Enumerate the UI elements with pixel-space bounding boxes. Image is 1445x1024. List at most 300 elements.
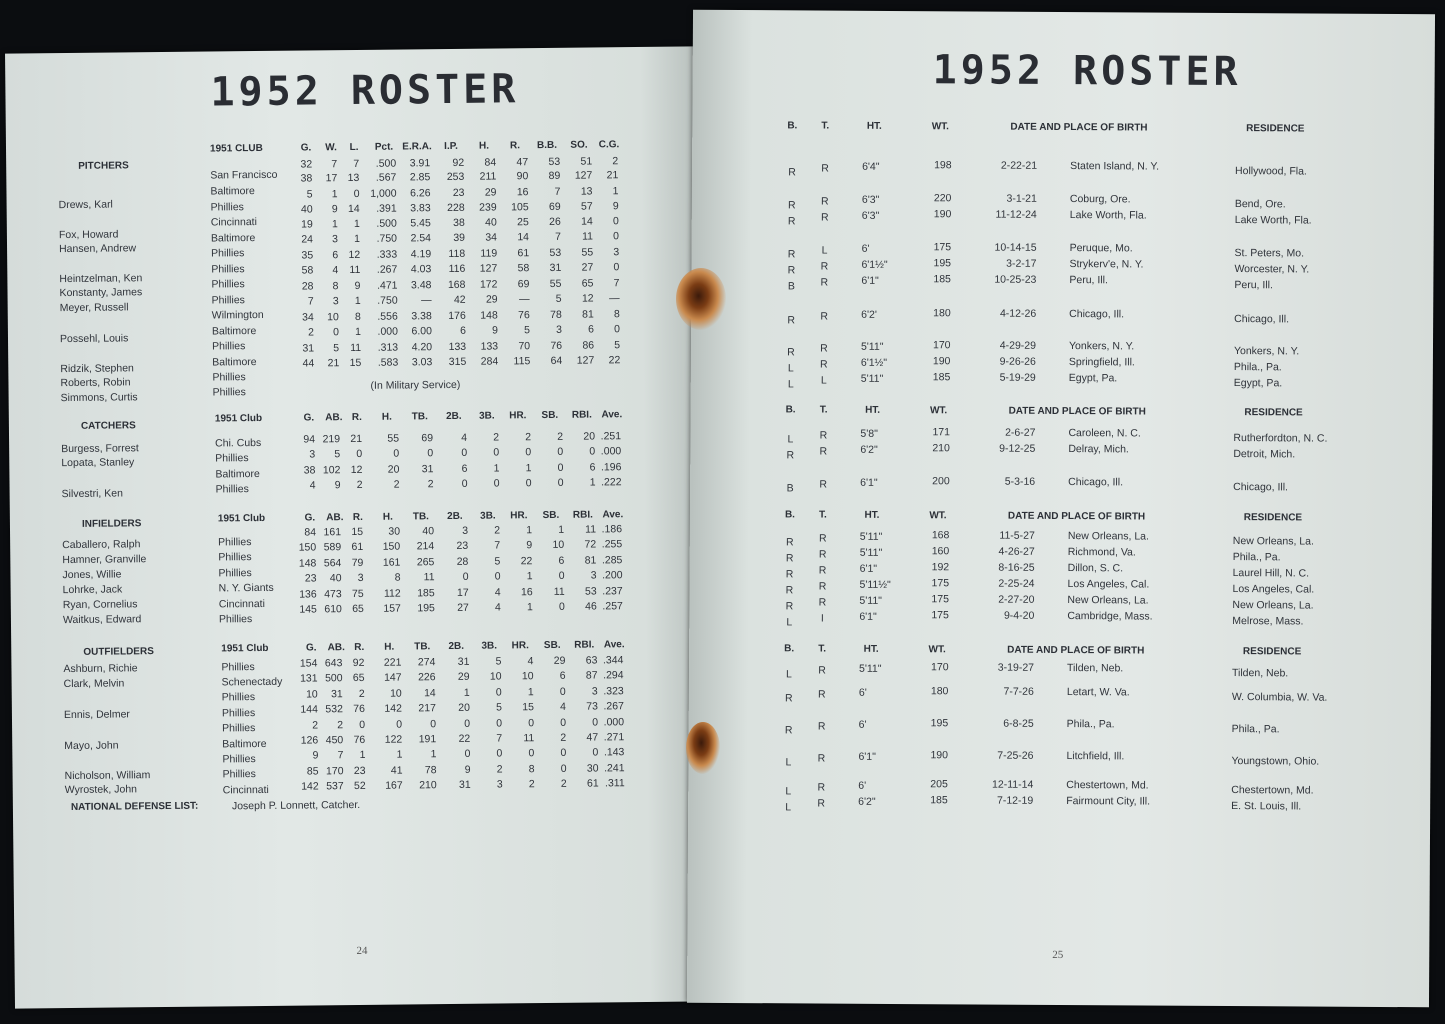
column-header: TB. [412,511,429,523]
stat-cell: 148 [480,309,498,322]
residence-cell: Yonkers, N. Y. [1233,345,1300,358]
column-header: HT. [865,404,881,416]
stat-cell: 40 [300,203,313,216]
birth-place-cell: Staten Island, N. Y. [1070,160,1160,173]
birth-place-cell: Phila., Pa. [1066,718,1115,731]
stat-cell: 2 [525,431,532,444]
column-header: E.R.A. [402,141,432,153]
height-cell: 6' [858,718,867,731]
stat-cell: 1 [430,748,437,761]
stat-cell: 4 [559,700,566,713]
birth-place-cell: Caroleen, N. C. [1068,427,1141,440]
stat-cell: 210 [419,779,437,792]
residence-cell: Chicago, Ill. [1233,481,1289,494]
column-header: 3B. [481,640,498,652]
stat-cell: 157 [383,602,401,615]
column-header: HR. [511,640,529,652]
column-header: AB. [326,512,344,524]
stat-cell: 170 [325,765,344,778]
stat-cell: 2 [427,478,434,491]
stat-cell: 6.26 [410,187,431,200]
stat-cell: 78 [550,308,562,321]
player-name: Lopata, Stanley [61,456,135,470]
bats-cell: B [787,280,795,293]
throws-cell: R [819,429,828,442]
weight-cell: 175 [931,609,949,622]
stat-cell: 148 [298,557,317,570]
column-header: I.P. [444,140,458,153]
column-header: R. [354,641,365,654]
stat-cell: 643 [324,657,343,670]
stat-cell: 2 [560,777,567,790]
stat-cell: 23 [452,186,465,199]
column-header: WT. [929,510,947,522]
residence-cell: Tilden, Neb. [1231,667,1289,680]
stat-cell: 17 [325,172,338,185]
birth-place-cell: New Orleans, La. [1067,530,1149,543]
stat-cell: 0 [496,747,503,760]
stat-cell: 126 [300,734,319,747]
throws-cell: L [821,244,828,257]
stat-cell: 10 [552,538,565,551]
birth-date-cell: 10-25-23 [994,273,1037,286]
stat-cell: .257 [602,600,623,613]
section-label-outfielders: OUTFIELDERS [83,646,154,658]
stat-cell: 6 [589,461,596,474]
stat-cell: 1 [359,748,366,761]
throws-cell: R [818,532,827,545]
stat-cell: 105 [511,201,529,214]
stat-cell: 42 [453,293,466,306]
height-cell: 5'11" [859,530,883,543]
club-cell: Phillies [210,201,244,214]
stat-cell: 0 [493,446,500,459]
stat-cell: 8 [613,308,620,321]
stat-cell: 133 [448,340,467,354]
bats-cell: L [787,378,794,391]
stat-cell: 9 [464,763,471,776]
height-cell: 6' [861,242,870,255]
club-cell: Phillies [218,536,252,549]
column-header: 2B. [448,640,465,653]
stat-cell: 63 [585,654,598,667]
bats-cell: L [785,756,792,769]
stat-cell: 219 [322,433,341,446]
stat-cell: 4 [309,479,316,492]
stat-cell: 41 [390,764,403,777]
stat-cell: 55 [387,432,400,445]
stat-cell: 40 [485,216,497,229]
stat-cell: 30 [388,525,401,538]
weight-cell: 190 [933,208,952,221]
stat-cell: 2 [493,431,500,444]
player-name: Heintzelman, Ken [59,272,143,286]
stat-cell: 14 [423,687,436,700]
column-header: 1951 Club [217,512,266,525]
column-header: SB. [543,639,561,652]
birth-date-cell: 4-29-29 [999,339,1037,352]
stat-cell: 0 [393,447,400,460]
stat-cell: 2 [528,778,535,791]
club-cell: Phillies [222,722,256,735]
stat-cell: 55 [581,246,594,259]
column-header: HT. [863,643,879,655]
stat-cell: 1 [493,462,500,475]
stat-cell: 72 [584,538,597,551]
column-header: DATE AND PLACE OF BIRTH [1010,121,1148,134]
height-cell: 6'4" [862,160,880,173]
stat-cell: .000 [600,445,622,458]
birth-place-cell: Letart, W. Va. [1066,686,1130,699]
throws-cell: R [820,211,829,224]
column-header: 1951 Club [214,412,263,425]
birth-date-cell: 2-27-20 [998,593,1035,606]
stat-cell: 1 [354,232,361,245]
bats-cell: L [786,616,793,629]
club-cell: Phillies [211,294,245,307]
player-name: Nicholson, William [64,769,151,783]
birth-date-cell: 3-2-17 [1006,257,1037,270]
stat-cell: 3 [591,685,598,698]
stat-cell: 5 [495,655,502,668]
stat-cell: 47 [516,156,529,169]
stat-cell: 0 [557,445,564,458]
stat-cell: 185 [417,587,435,600]
stat-cell: 17 [456,586,469,599]
weight-cell: 220 [933,192,952,205]
residence-cell: Peru, Ill. [1234,279,1273,292]
residence-cell: Phila., Pa. [1233,361,1282,374]
stat-cell: 78 [424,764,437,777]
stat-cell: 4 [527,655,534,668]
stat-cell: 4 [494,601,501,614]
stat-cell: 3.91 [409,157,431,170]
residence-cell: Egypt, Pa. [1233,377,1283,390]
stat-cell: .471 [376,279,398,292]
birth-date-cell: 3-1-21 [1006,192,1037,205]
stat-cell: 0 [333,326,340,339]
stat-cell: 2 [358,687,365,700]
birth-place-cell: New Orleans, La. [1067,594,1149,607]
stat-cell: 589 [323,541,342,554]
stat-cell: 0 [557,461,564,474]
stat-cell: 65 [581,277,594,290]
column-header: T. [821,120,830,132]
club-cell: Cincinnati [222,783,269,797]
stat-cell: 0 [559,685,566,698]
stat-cell: 10 [327,311,339,324]
bats-cell: R [784,724,793,737]
column-header: 1951 CLUB [209,142,263,155]
column-header: TB. [411,411,428,423]
height-cell: 6' [858,686,867,699]
stat-cell: 47 [586,731,599,744]
stat-cell: 154 [299,657,318,670]
stat-cell: 2 [356,478,363,491]
stat-cell: 57 [580,200,593,213]
stat-cell: 1 [612,185,619,198]
stat-cell: 3.03 [411,356,433,369]
stat-cell: 0 [613,230,620,243]
stat-cell: 8 [332,280,339,293]
stat-cell: 5 [524,324,531,337]
stat-cell: .196 [600,461,622,474]
birth-date-cell: 7-7-26 [1003,685,1034,698]
player-name: Fox, Howard [58,228,119,242]
stat-cell: 40 [422,525,435,538]
stat-cell: 58 [301,264,314,277]
stat-cell: 0 [461,477,468,490]
column-header: WT. [928,644,946,656]
height-cell: 6'2" [860,443,878,456]
column-header: G. [304,512,316,524]
stat-cell: 14 [517,231,530,244]
stat-cell: 127 [479,262,498,275]
stat-cell: 1 [353,217,360,230]
stat-cell: 221 [383,656,402,669]
birth-place-cell: Dillon, S. C. [1067,562,1124,575]
stat-cell: 1,000 [370,187,397,200]
club-cell: Phillies [211,247,245,260]
bats-cell: L [786,668,792,681]
stat-cell: 31 [421,463,434,476]
stat-cell: 21 [350,432,363,446]
club-cell: Baltimore [222,737,267,751]
residence-cell: Chicago, Ill. [1234,313,1290,326]
residence-cell: Melrose, Mass. [1232,615,1304,628]
stat-cell: — [421,294,432,307]
birth-date-cell: 11-5-27 [999,529,1035,542]
column-header: HR. [510,510,528,522]
stat-cell: .333 [376,248,398,261]
column-header: WT. [929,405,948,417]
stat-cell: 9 [526,539,533,552]
stat-cell: 23 [353,764,366,778]
stat-cell: 12 [348,248,361,262]
throws-cell: R [820,276,829,289]
stat-cell: 195 [417,602,435,615]
height-cell: 5'11" [860,372,884,385]
stat-cell: 3.48 [410,279,432,292]
stat-cell: 0 [427,447,434,460]
stat-cell: .567 [375,171,397,184]
stat-cell: 32 [300,158,313,171]
weight-cell: 195 [933,257,952,270]
stat-cell: — [609,292,620,305]
stat-cell: 0 [557,476,564,489]
stat-cell: 61 [351,540,364,554]
stat-cell: 0 [359,718,366,731]
stat-cell: 76 [353,702,365,716]
stat-cell: 3 [462,524,469,537]
stat-cell: 13 [580,185,593,198]
stat-cell: 44 [302,357,315,370]
stat-cell: 0 [430,718,437,731]
stat-cell: 81 [584,554,597,567]
birth-place-cell: Litchfield, Ill. [1066,750,1125,763]
column-header: 1951 Club [221,642,269,655]
stat-cell: 22 [520,555,533,568]
stat-cell: 55 [549,277,562,290]
bats-cell: L [787,362,794,375]
weight-cell: 168 [931,529,950,542]
column-header: SO. [570,139,588,151]
stat-cell: 7 [337,749,344,762]
player-name: Wyrostek, John [64,783,138,797]
stat-cell: 89 [548,169,561,182]
stat-cell: 31 [458,778,471,791]
birth-date-cell: 9-4-20 [1003,609,1035,622]
weight-cell: 190 [930,749,949,762]
column-header: HT. [864,509,880,521]
club-cell: N. Y. Giants [218,581,274,595]
birth-date-cell: 2-6-27 [1005,426,1036,439]
residence-cell: Detroit, Mich. [1233,448,1296,461]
stat-cell: 22 [608,354,621,367]
column-header: B.B. [536,139,558,152]
throws-cell: R [817,752,826,765]
stat-cell: 1 [355,325,362,338]
footer-label: NATIONAL DEFENSE LIST: [70,800,199,813]
birth-date-cell: 10-14-15 [994,241,1037,254]
column-header: H. [384,641,395,653]
stat-cell: 53 [548,155,561,168]
birth-date-cell: 8-16-25 [998,561,1035,574]
height-cell: 6'3" [861,209,880,222]
stat-cell: 94 [303,433,316,446]
stat-cell: 29 [485,293,498,306]
stat-cell: 9 [492,324,499,337]
footer-text: Joseph P. Lonnett, Catcher. [231,798,361,813]
stat-cell: 0 [356,447,363,460]
stat-cell: 217 [418,702,436,715]
stat-cell: 274 [417,656,436,669]
stat-cell: 31 [457,655,470,668]
throws-cell: R [817,781,826,794]
stat-cell: 9 [612,200,619,213]
stat-cell: 8 [354,310,361,323]
stat-cell: 116 [448,262,466,276]
stat-cell: .311 [604,777,625,790]
stat-cell: 11 [581,230,594,243]
stat-cell: 0 [558,600,565,613]
stat-cell: 4 [494,586,501,599]
column-header: Pct. [374,141,394,153]
stat-cell: 3.38 [411,310,432,323]
stat-cell: 9 [334,479,341,492]
stat-cell: 3 [496,778,503,791]
stat-cell: 610 [324,603,342,616]
stat-cell: .285 [601,554,623,567]
residence-cell: Bend, Ore. [1234,198,1286,211]
stat-cell: 1 [331,188,338,201]
stat-cell: 3 [590,569,597,582]
column-header: Ave. [603,639,625,651]
club-cell: Cincinnati [218,597,265,611]
bats-cell: R [787,314,795,327]
column-header: Ave. [602,509,624,521]
throws-cell: R [818,580,827,593]
stat-cell: 0 [592,716,599,729]
column-header: SB. [542,509,560,522]
weight-cell: 170 [930,661,949,674]
stat-cell: 6 [461,462,468,475]
stat-cell: 81 [582,308,594,321]
height-cell: 5'8" [860,427,878,440]
player-name: Simmons, Curtis [60,391,138,405]
bats-cell: R [788,199,796,212]
military-note: (In Military Service) [370,378,461,392]
stat-cell: 0 [464,717,471,730]
birth-place-cell: Chicago, Ill. [1068,476,1124,489]
column-header: WT. [931,121,949,133]
bats-cell: L [785,801,792,814]
stat-cell: 15 [349,356,362,370]
birth-place-cell: Fairmount City, Ill. [1066,795,1151,808]
stat-cell: 61 [586,777,599,790]
stat-cell: 26 [549,215,561,228]
stat-cell: 500 [324,672,343,685]
stat-cell: 131 [299,672,318,685]
left-page [5,46,705,1008]
height-cell: 5'11" [859,594,882,607]
weight-cell: 185 [930,794,948,807]
stat-cell: 122 [384,733,403,746]
column-header: 3B. [479,410,495,422]
stat-cell: 15 [351,525,364,539]
page-number: 24 [356,944,368,958]
column-header: DATE AND PLACE OF BIRTH [1007,510,1146,523]
height-cell: 6'1" [859,562,878,575]
stat-cell: 35 [301,249,314,262]
stat-cell: 5 [614,339,621,352]
stat-cell: 9 [312,749,319,762]
bats-cell: R [785,584,794,597]
height-cell: 6'1½" [860,356,888,369]
stat-cell: 14 [581,215,593,228]
throws-cell: R [818,548,827,561]
birth-date-cell: 4-12-26 [999,307,1037,320]
residence-cell: St. Peters, Mo. [1234,247,1305,260]
weight-cell: 170 [932,339,951,352]
club-cell: Phillies [215,452,249,465]
stat-cell: 0 [495,686,502,699]
throws-cell: R [820,260,829,273]
stat-cell: 53 [549,246,562,259]
height-cell: 5'11" [859,546,883,559]
stat-cell: 24 [301,233,314,246]
stat-cell: 226 [417,671,436,684]
birth-place-cell: Chicago, Ill. [1069,308,1125,321]
stat-cell: 0 [462,570,469,583]
birth-place-cell: Los Angeles, Cal. [1067,578,1150,591]
bats-cell: R [785,600,794,613]
column-header: RESIDENCE [1244,407,1303,419]
player-name: Waitkus, Edward [62,613,142,627]
stat-cell: 69 [548,200,561,213]
height-cell: 6'1" [861,274,879,287]
stat-cell: — [519,293,530,306]
stat-cell: 136 [299,588,317,601]
stat-cell: 21 [327,357,340,370]
stat-cell: .583 [377,356,399,369]
birth-place-cell: Lake Worth, Fla. [1069,209,1147,222]
club-cell: Phillies [212,340,246,353]
stat-cell: .323 [603,685,624,698]
birth-date-cell: 7-12-19 [996,794,1034,807]
stat-cell: 214 [416,540,435,553]
stat-cell: 7 [554,185,561,198]
